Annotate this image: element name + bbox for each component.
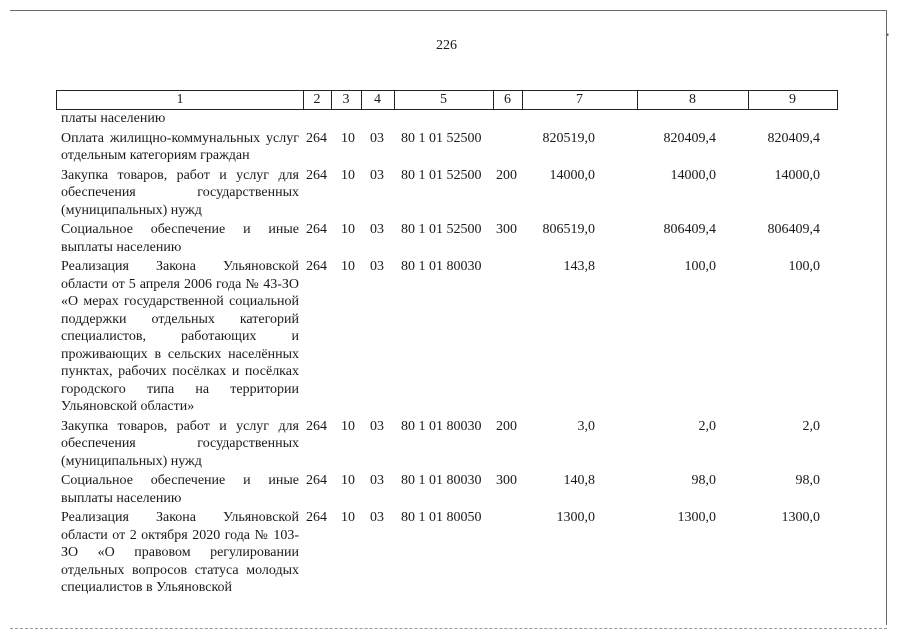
header-col-9: 9 <box>789 92 796 107</box>
table-row <box>56 418 838 471</box>
cell-rz: 10 <box>341 259 355 274</box>
continuation-text: платы населению <box>61 111 166 126</box>
cell-col9: 806409,4 <box>767 222 820 237</box>
cell-col8: 2,0 <box>698 418 716 434</box>
cell-col8: 820409,4 <box>663 130 716 146</box>
cell-col7: 3,0 <box>577 418 595 434</box>
cell-col9: 98,0 <box>795 473 820 488</box>
cell-csr: 80 1 01 80030 <box>401 418 482 434</box>
cell-gl: 264 <box>306 259 327 274</box>
cell-col9: 1300,0 <box>781 510 820 525</box>
row-name: Реализация Закона Ульяновской области от 2 октября 2020 года № 103-ЗО «О правовом регулировании отдельных вопросов статуса молодых специалистов в Ульяновской <box>61 510 299 595</box>
cell-rz: 10 <box>341 418 355 434</box>
cell-pr: 03 <box>370 259 384 274</box>
cell-csr: 80 1 01 80050 <box>401 510 482 525</box>
header-col-5: 5 <box>394 91 494 109</box>
cell-col8: 100,0 <box>684 259 716 274</box>
cell-vr: 200 <box>496 167 517 183</box>
cell-pr: 03 <box>370 473 384 488</box>
cell-rz: 10 <box>341 130 355 146</box>
header-col-4: 4 <box>361 91 395 109</box>
cell-col7: 140,8 <box>563 473 595 488</box>
cell-col9: 820409,4 <box>767 130 820 146</box>
row-name: Социальное обеспечение и иные выплаты населению <box>61 473 299 506</box>
cell-rz: 10 <box>341 510 355 525</box>
cell-csr: 80 1 01 52500 <box>401 222 482 237</box>
cell-col9: 14000,0 <box>774 167 820 183</box>
table-row <box>56 130 838 165</box>
cell-col8: 98,0 <box>691 473 716 488</box>
table-row <box>56 221 838 256</box>
table-body <box>56 110 838 597</box>
cell-csr: 80 1 01 52500 <box>401 167 482 183</box>
continuation-row <box>56 110 838 128</box>
row-name: Оплата жилищно-коммунальных услуг отдельным категориям граждан <box>61 130 299 163</box>
cell-vr: 300 <box>496 222 517 237</box>
cell-csr: 80 1 01 80030 <box>401 473 482 488</box>
table-row <box>56 509 838 597</box>
cell-gl: 264 <box>306 167 327 183</box>
table-row <box>56 258 838 416</box>
cell-gl: 264 <box>306 130 327 146</box>
cell-rz: 10 <box>341 222 355 237</box>
row-name: Закупка товаров, работ и услуг для обеспечения государственных (муниципальных) нужд <box>61 418 299 469</box>
cell-col7: 1300,0 <box>556 510 595 525</box>
cell-gl: 264 <box>306 510 327 525</box>
cell-col7: 820519,0 <box>542 130 595 146</box>
cell-csr: 80 1 01 80030 <box>401 259 482 274</box>
row-name: Закупка товаров, работ и услуг для обеспечения государственных (муниципальных) нужд <box>61 167 299 218</box>
cell-col8: 806409,4 <box>663 222 716 237</box>
budget-table <box>56 90 838 597</box>
header-col-8: 8 <box>637 91 749 109</box>
page-number: 226 <box>436 38 457 53</box>
cell-gl: 264 <box>306 418 327 434</box>
cell-col7: 14000,0 <box>549 167 595 183</box>
cell-pr: 03 <box>370 510 384 525</box>
cell-rz: 10 <box>341 473 355 488</box>
cell-col9: 2,0 <box>802 418 820 434</box>
header-col-2: 2 <box>303 91 332 109</box>
table-row <box>56 472 838 507</box>
page-bottom-edge <box>10 628 887 629</box>
cell-rz: 10 <box>341 167 355 183</box>
row-name: Социальное обеспечение и иные выплаты населению <box>61 222 299 255</box>
page-border-right <box>886 10 890 625</box>
cell-csr: 80 1 01 52500 <box>401 130 482 146</box>
cell-gl: 264 <box>306 222 327 237</box>
table-header-row <box>56 90 838 110</box>
cell-col8: 14000,0 <box>670 167 716 183</box>
header-col-3: 3 <box>331 91 362 109</box>
row-name: Реализация Закона Ульяновской области от 5 апреля 2006 года № 43-ЗО «О мерах государственной социальной поддержки отдельных категорий специалистов, работающих и проживающих в сельских населённых пунктах, рабочих посёлках и посёлках городского типа на территории Ульяновской области» <box>61 259 299 414</box>
cell-pr: 03 <box>370 167 384 183</box>
cell-pr: 03 <box>370 222 384 237</box>
header-col-7: 7 <box>522 91 638 109</box>
cell-col7: 143,8 <box>563 259 595 274</box>
cell-col8: 1300,0 <box>677 510 716 525</box>
cell-col9: 100,0 <box>788 259 820 274</box>
cell-vr: 200 <box>496 418 517 434</box>
cell-pr: 03 <box>370 130 384 146</box>
header-col-1: 1 <box>57 91 304 109</box>
corner-mark: • <box>886 30 890 40</box>
header-col-6: 6 <box>493 91 523 109</box>
cell-pr: 03 <box>370 418 384 434</box>
cell-gl: 264 <box>306 473 327 488</box>
cell-col7: 806519,0 <box>542 222 595 237</box>
cell-vr: 300 <box>496 473 517 488</box>
page-border-top <box>10 10 887 11</box>
table-row <box>56 167 838 220</box>
